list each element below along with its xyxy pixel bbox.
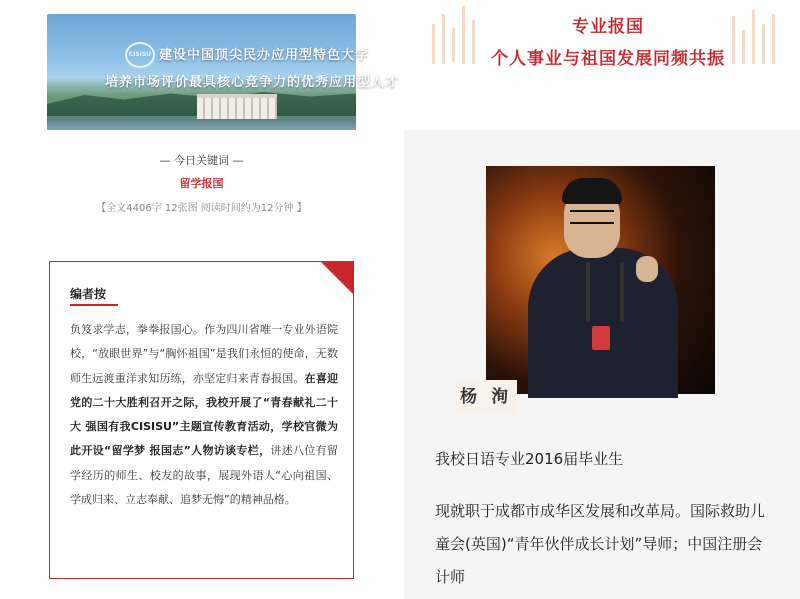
keyword-heading: — 今日关键词 — [159, 154, 244, 167]
editor-note-text [70, 318, 338, 512]
keyword-value: 留学报国 [179, 177, 224, 190]
section-title: 专业报国 [572, 17, 644, 37]
banner-water [47, 119, 356, 130]
section-subtitle: 个人事业与祖国发展同频共振 [491, 49, 725, 69]
note-text-part-1: 负笈求学志，拳拳报国心。作为四川省唯一专业外语院校，“放眼世界”与“胸怀祖国”是我们永恒的使命，无数师生远渡重洋求知历练，亦坚定归来青春报国。 [70, 323, 338, 385]
note-text-bold: 在喜迎党的二十大胜利召开之际，我校开展了“青春献礼二十大 强国有我CISISU”主题宣传教育活动，学校官微为此开设“留学梦 报国志”人物访谈专栏， [70, 371, 339, 458]
editor-note-title: 编者按 [70, 287, 107, 301]
note-text-part-2: 讲述八位有留学经历的师生、校友的故事，展现外语人“心向祖国、学成归来、立志奉献、追梦无悔”的精神品格。 [70, 444, 338, 507]
profile-description-2: 现就职于成都市成华区发展和改革局。国际救助儿童会(英国)“青年伙伴成长计划”导师；中国注册会计师 [435, 502, 766, 586]
profile-description-1: 我校日语专业2016届毕业生 [435, 450, 624, 468]
banner-image [47, 14, 400, 130]
corner-decoration [320, 261, 354, 295]
banner-slogan-2: 培养市场评价最具核心竞争力的优秀应用型人才 [105, 75, 400, 90]
profile-photo [486, 166, 715, 394]
article-meta: 【全文4406字 12张图 阅读时间约为12分钟 】 [96, 203, 307, 214]
title-underline [70, 304, 118, 306]
banner-slogan-1: 建设中国顶尖民办应用型特色大学 [159, 48, 370, 63]
university-logo: CISISU [125, 42, 155, 68]
person-name: 杨 洵 [455, 380, 517, 414]
editor-note-box [49, 261, 354, 579]
